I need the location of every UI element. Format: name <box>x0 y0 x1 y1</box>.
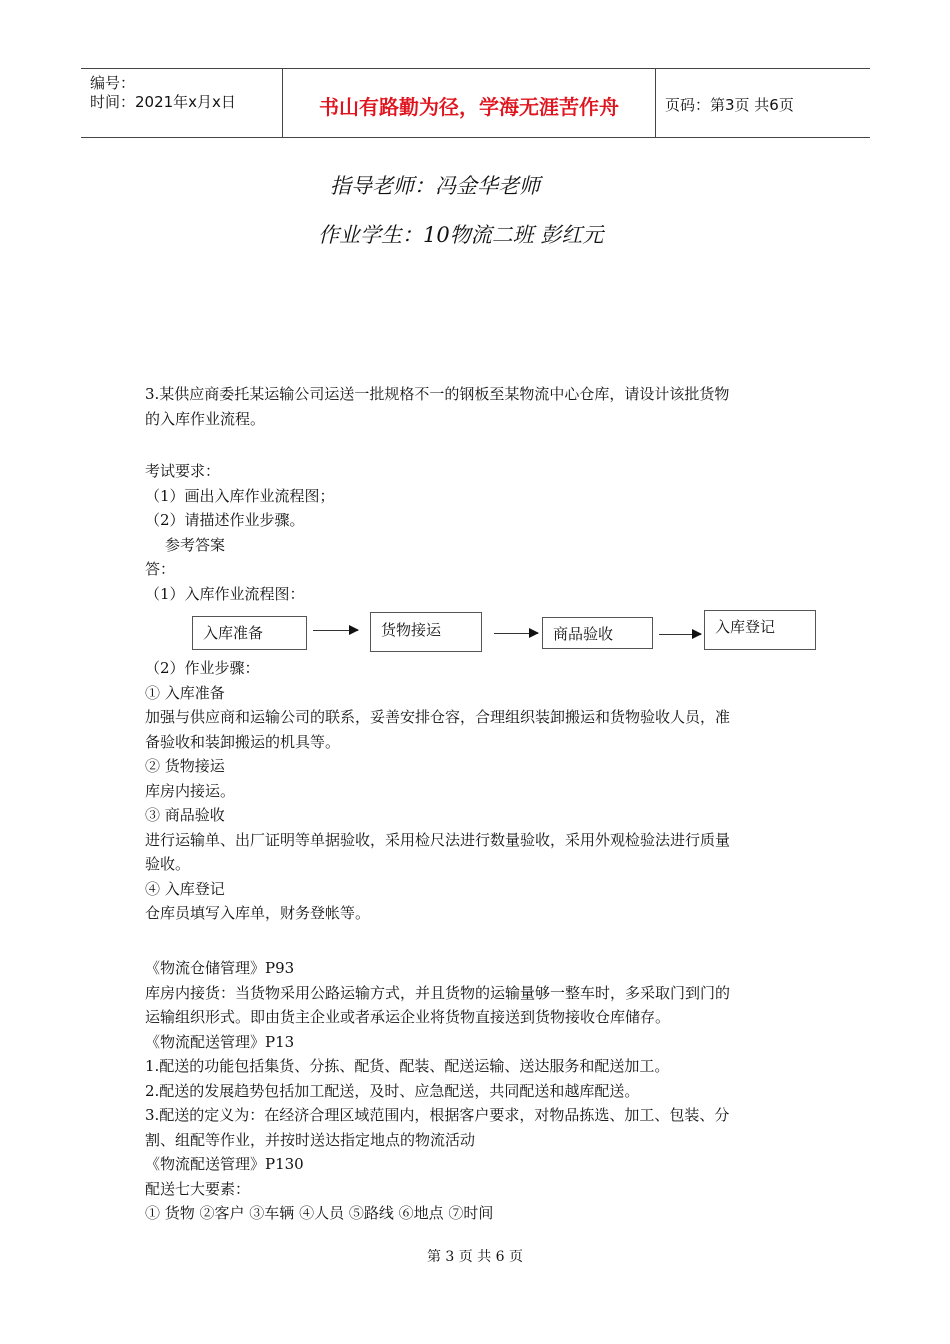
steps-line: 仓库员填写入库单，财务登帐等。 <box>145 904 371 922</box>
notes-line: ① 货物 ②客户 ③车辆 ④人员 ⑤路线 ⑥地点 ⑦时间 <box>145 1204 494 1222</box>
notes-line: 运输组织形式。即由货主企业或者承运企业将货物直接送到货物接收仓库储存。 <box>145 1008 671 1026</box>
steps-line: （2）作业步骤： <box>145 659 260 677</box>
question-line: 3.某供应商委托某运输公司运送一批规格不一的钢板至某物流中心仓库，请设计该批货物 <box>145 385 730 403</box>
flow-step-box: 入库登记 <box>704 610 816 650</box>
header-motto-cell <box>283 69 656 137</box>
steps-line: ② 货物接运 <box>145 757 225 775</box>
notes-line: 2.配送的发展趋势包括加工配送，及时、应急配送，共同配送和越库配送。 <box>145 1081 640 1100</box>
header-page-cell <box>656 69 870 137</box>
steps-line: 验收。 <box>145 855 191 873</box>
flow-step-box: 货物接运 <box>370 612 482 652</box>
question-block <box>145 382 825 431</box>
notes-line: 《物流配送管理》P130 <box>145 1155 304 1173</box>
question-line: 的入库作业流程。 <box>145 409 266 428</box>
requirement-line: 考试要求： <box>145 462 221 480</box>
notes-line: 割、组配等作业，并按时送达指定地点的物流活动 <box>145 1130 476 1149</box>
flow-arrow <box>659 634 701 635</box>
page-footer: 第 3 页 共 6 页 <box>426 1249 524 1265</box>
notes-line: 配送七大要素： <box>145 1179 251 1198</box>
number-label: 编号： <box>90 74 136 92</box>
steps-line: 加强与供应商和运输公司的联系，妥善安排仓容，合理组织装卸搬运和货物验收人员，准 <box>145 708 731 726</box>
notes-line: 《物流配送管理》P13 <box>145 1032 295 1051</box>
document-header <box>81 68 870 138</box>
notes-block <box>145 956 825 1226</box>
flow-step-box: 入库准备 <box>192 616 307 650</box>
steps-line: ④ 入库登记 <box>145 879 225 898</box>
header-meta-cell <box>81 69 283 137</box>
steps-line: ③ 商品验收 <box>145 806 225 824</box>
steps-line: 备验收和装卸搬运的机具等。 <box>145 732 341 751</box>
arrowhead <box>692 629 702 639</box>
teacher-line: 指导老师：冯金华老师 <box>330 174 540 198</box>
steps-line: ① 入库准备 <box>145 683 225 702</box>
steps-line: 库房内接运。 <box>145 781 236 800</box>
notes-line: 3.配送的定义为：在经济合理区域范围内，根据客户要求，对物品拣选、加工、包装、分 <box>145 1106 730 1124</box>
steps-line: 进行运输单、出厂证明等单据验收，采用检尺法进行数量验收，采用外观检验法进行质量 <box>145 830 731 849</box>
student-line: 作业学生：10物流二班 彭红元 <box>318 223 604 247</box>
notes-line: 库房内接货：当货物采用公路运输方式，并且货物的运输量够一整车时，多采取门到门的 <box>145 983 731 1002</box>
arrowhead <box>529 628 539 638</box>
flow-step-box: 商品验收 <box>542 617 653 649</box>
requirement-line: （2）请描述作业步骤。 <box>145 511 305 529</box>
requirement-line: （1）画出入库作业流程图； <box>145 486 335 505</box>
answer-label: 答： <box>145 560 176 578</box>
page-label: 页码：第3页 共6页 <box>665 96 794 114</box>
notes-line: 1.配送的功能包括集货、分拣、配货、配装、配送运输、送达服务和配送加工。 <box>145 1057 670 1075</box>
notes-line: 《物流仓储管理》P93 <box>145 959 295 977</box>
arrowhead <box>349 625 359 635</box>
requirements-block <box>145 459 825 606</box>
time-label: 时间：2021年x月x日 <box>90 93 236 111</box>
flowchart-label: （1）入库作业流程图： <box>145 584 305 603</box>
reference-answer-label: 参考答案 <box>165 535 226 554</box>
flow-arrow <box>313 630 358 631</box>
motto: 书山有路勤为径，学海无涯苦作舟 <box>319 95 619 119</box>
flow-arrow <box>494 633 538 634</box>
steps-block <box>145 656 825 926</box>
